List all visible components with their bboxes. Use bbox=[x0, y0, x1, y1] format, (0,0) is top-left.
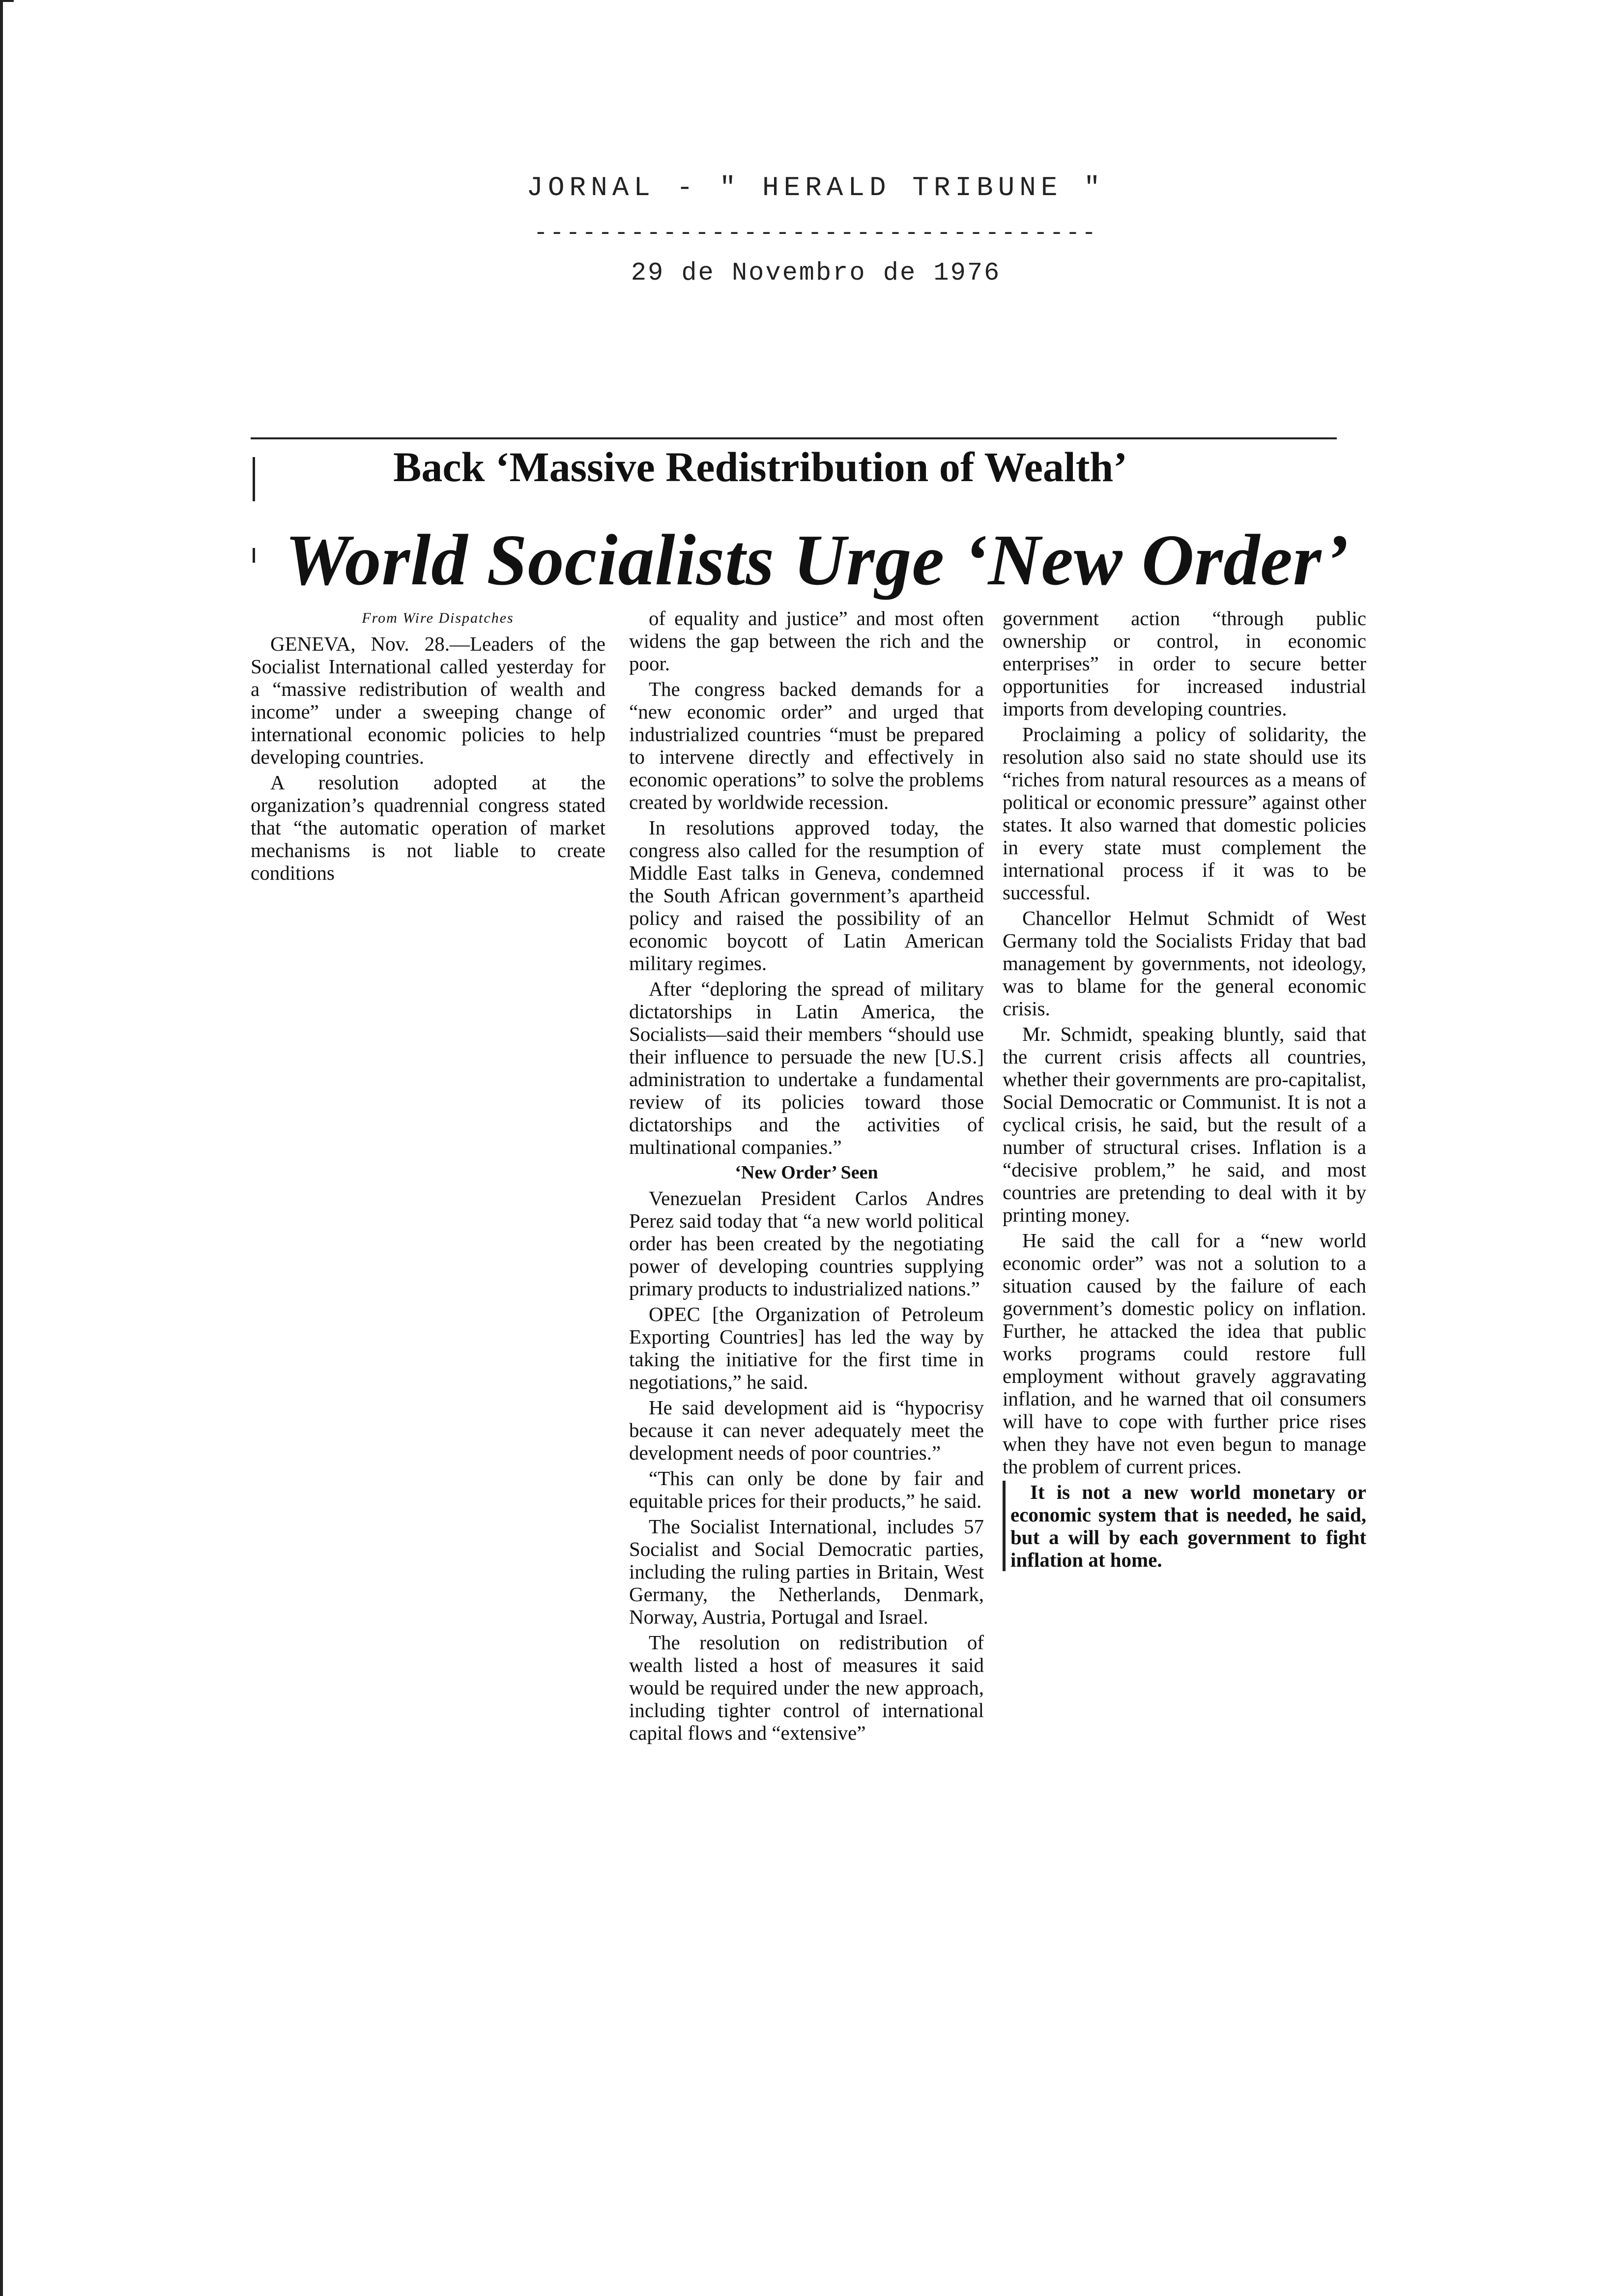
paragraph: He said development aid is “hypocrisy because it can never adequately meet the development needs of poor countries.” bbox=[629, 1396, 984, 1464]
article-column-1 bbox=[251, 607, 605, 884]
wire-credit: From Wire Dispatches bbox=[362, 610, 514, 626]
paragraph: In resolutions approved today, the congress also called for the resumption of Middle East talks in Geneva, condemned the South African government’s apartheid policy and raised the possibility of an economic boycott of Latin American military regimes. bbox=[629, 816, 984, 975]
paragraph: Venezuelan President Carlos Andres Perez said today that “a new world political order has been created by the negotiating power of developing countries supplying primary products to industrialized nations.” bbox=[629, 1187, 984, 1300]
paragraph: After “deploring the spread of military dictatorships in Latin America, the Socialists—said their members “should use their influence to persuade the new [U.S.] administration to undertake a fundamental review of its policies toward those dictatorships and the activities of multinational companies.” bbox=[629, 977, 984, 1158]
paragraph: A resolution adopted at the organization’s quadrennial congress stated that “the automatic operation of market mechanisms is not liable to create conditions bbox=[251, 771, 605, 884]
paragraph: The Socialist International, includes 57 Socialist and Social Democratic parties, including the ruling parties in Britain, West Germany, the Netherlands, Denmark, Norway, Austria, Portugal and Israel. bbox=[629, 1515, 984, 1628]
subheading: ‘New Order’ Seen bbox=[735, 1162, 878, 1183]
paragraph: Proclaiming a policy of solidarity, the resolution also said no state should use its “riches from natural resources as a means of political or economic pressure” against other states. It also warned that domestic policies in every state must complement the international process if it was to be successful. bbox=[1003, 723, 1366, 904]
main-headline: World Socialists Urge ‘New Order’ bbox=[285, 520, 1350, 601]
paragraph: The resolution on redistribution of wealth listed a host of measures it said would be required under the new approach, including tighter control of international capital flows and “extensive” bbox=[629, 1631, 984, 1744]
article-column-2 bbox=[629, 607, 984, 1744]
scan-top-edge bbox=[0, 0, 14, 2]
header-divider: ----------------------------------- bbox=[533, 220, 1098, 247]
scan-left-edge bbox=[0, 0, 3, 2296]
paragraph: Mr. Schmidt, speaking bluntly, said that the current crisis affects all countries, whether their governments are pro-capitalist, Social Democratic or Communist. It is not a cyclical crisis, he said, but the result of a number of structural crises. Inflation is a “decisive problem,” he said, and most countries are pretending to deal with it by printing money. bbox=[1003, 1023, 1366, 1226]
paragraph: of equality and justice” and most often widens the gap between the rich and the poor. bbox=[629, 607, 984, 675]
paragraph: “This can only be done by fair and equitable prices for their products,” he said. bbox=[629, 1467, 984, 1512]
paragraph: He said the call for a “new world economic order” was not a solution to a situation caused by the failure of each government’s domestic policy on inflation. Further, he attacked the idea that public works programs could restore full employment without gravely aggravating inflation, and he warned that oil consumers will have to cope with further price rises when they have not even begun to manage the problem of current prices. bbox=[1003, 1229, 1366, 1478]
newspaper-clipping bbox=[251, 437, 1376, 1872]
paragraph: government action “through public ownership or control, in economic enterprises” in order to secure better opportunities for increased industrial imports from developing countries. bbox=[1003, 607, 1366, 720]
closing-paragraph: It is not a new world monetary or economic system that is needed, he said, but a will by each government to fight inflation at home. bbox=[1003, 1481, 1366, 1571]
paragraph: Chancellor Helmut Schmidt of West Germany told the Socialists Friday that bad management by governments, not ideology, was to blame for the general economic crisis. bbox=[1003, 907, 1366, 1020]
paragraph: GENEVA, Nov. 28.—Leaders of the Socialist International called yesterday for a “massive redistribution of wealth and income” under a sweeping change of international economic policies to help developing countries. bbox=[251, 632, 605, 768]
kicker-headline: Back ‘Massive Redistribution of Wealth’ bbox=[393, 443, 1127, 490]
document-date: 29 de Novembro de 1976 bbox=[631, 258, 1001, 287]
document-header bbox=[472, 172, 1160, 287]
article-column-3 bbox=[1003, 607, 1366, 1571]
paragraph: OPEC [the Organization of Petroleum Exporting Countries] has led the way by taking the initiative for the first time in negotiations,” he said. bbox=[629, 1303, 984, 1393]
top-rule bbox=[251, 437, 1337, 439]
margin-mark bbox=[253, 548, 255, 563]
margin-mark bbox=[253, 457, 255, 501]
paragraph: The congress backed demands for a “new economic order” and urged that industrialized countries “must be prepared to intervene directly and effectively in economic operations” to solve the problems created by worldwide recession. bbox=[629, 678, 984, 813]
source-title: JORNAL - " HERALD TRIBUNE " bbox=[526, 172, 1105, 203]
